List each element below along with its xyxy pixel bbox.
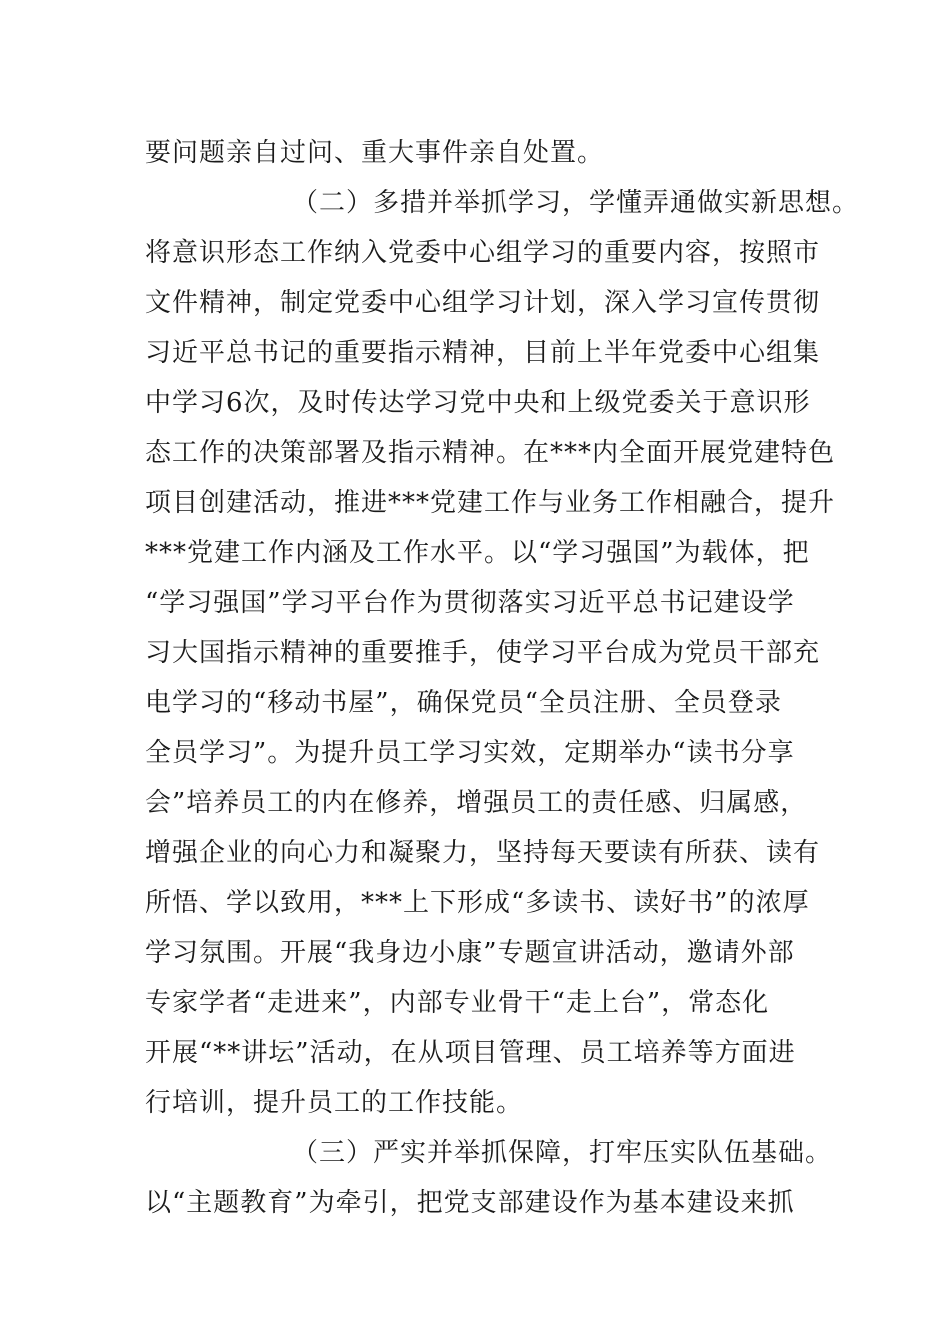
paragraph-line: 增强企业的向心力和凝聚力，坚持每天要读有所获、读有: [145, 838, 821, 868]
paragraph-line: 所悟、学以致用，***上下形成“多读书、读好书”的浓厚: [145, 888, 810, 918]
paragraph-line: 项目创建活动，推进***党建工作与业务工作相融合，提升: [145, 488, 836, 518]
paragraph-line: 文件精神，制定党委中心组学习计划，深入学习宣传贯彻: [145, 288, 821, 318]
paragraph-line: 以“主题教育”为牵引，把党支部建设作为基本建设来抓: [145, 1188, 795, 1218]
paragraph-line: 会”培养员工的内在修养，增强员工的责任感、归属感，: [145, 788, 808, 818]
paragraph-line: 将意识形态工作纳入党委中心组学习的重要内容，按照市: [145, 238, 821, 268]
paragraph-line: 习大国指示精神的重要推手，使学习平台成为党员干部充: [145, 638, 821, 668]
section-heading-2: （二）多措并举抓学习，学懂弄通做实新思想。: [292, 188, 860, 218]
paragraph-line: 学习氛围。开展“我身边小康”专题宣讲活动，邀请外部: [145, 938, 795, 968]
paragraph-line: 中学习6次，及时传达学习党中央和上级党委关于意识形: [145, 388, 811, 418]
paragraph-line: ***党建工作内涵及工作水平。以“学习强国”为载体，把: [145, 538, 810, 568]
paragraph-line: 专家学者“走进来”，内部专业骨干“走上台”，常态化: [145, 988, 770, 1018]
paragraph-line: 态工作的决策部署及指示精神。在***内全面开展党建特色: [145, 438, 836, 468]
paragraph-line: “学习强国”学习平台作为贯彻落实习近平总书记建设学: [145, 588, 795, 618]
paragraph-line: 习近平总书记的重要指示精神，目前上半年党委中心组集: [145, 338, 821, 368]
paragraph-line: 电学习的“移动书屋”，确保党员“全员注册、全员登录: [145, 688, 782, 718]
paragraph-line: 全员学习”。为提升员工学习实效，定期举办“读书分享: [145, 738, 795, 768]
section-heading-3: （三）严实并举抓保障，打牢压实队伍基础。: [292, 1138, 833, 1168]
paragraph-line: 开展“**讲坛”活动，在从项目管理、员工培养等方面进: [145, 1038, 796, 1068]
paragraph-line: 行培训，提升员工的工作技能。: [145, 1088, 524, 1118]
paragraph-line: 要问题亲自过问、重大事件亲自处置。: [145, 138, 605, 168]
